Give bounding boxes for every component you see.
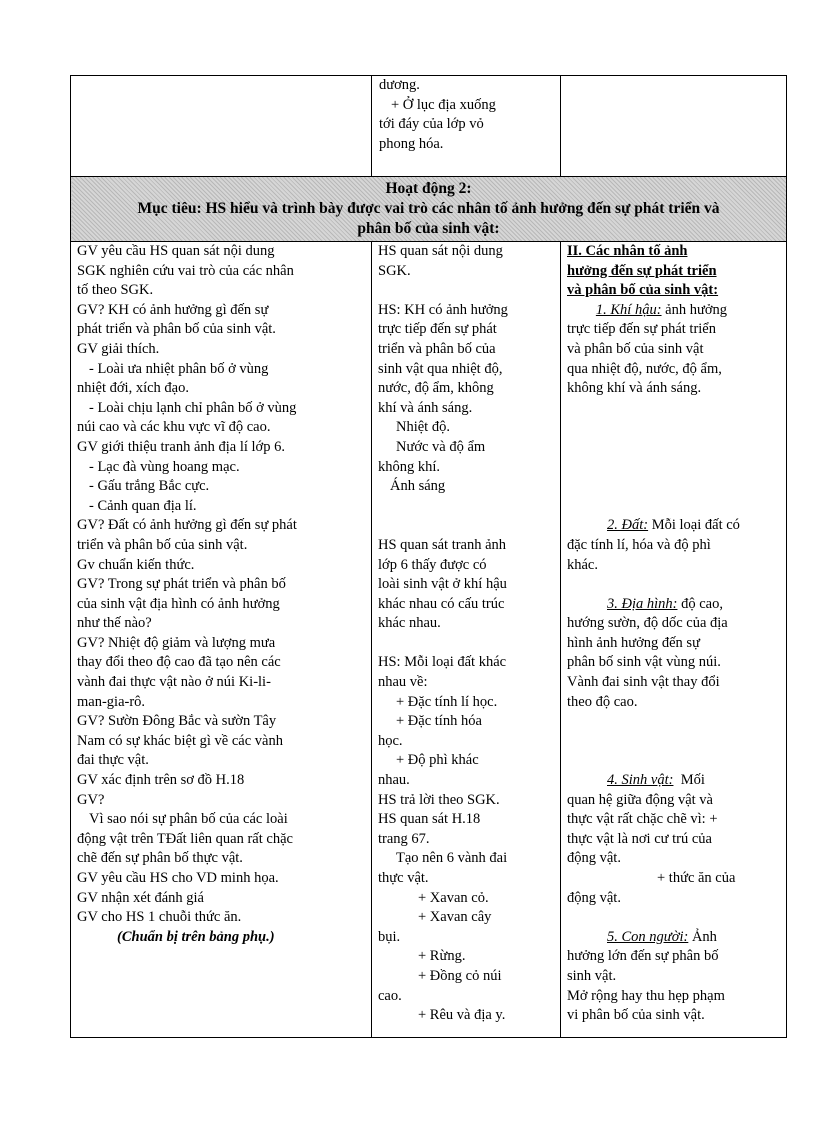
continuation-row — [71, 76, 787, 177]
text-line: Ảnh — [691, 928, 717, 945]
text-line: GV? Nhiệt độ giảm và lượng mưa — [77, 634, 276, 651]
text-line: quan hệ giữa động vật và — [567, 791, 713, 808]
text-line: GV giải thích. — [77, 340, 160, 357]
text-line: Vì sao nói sự phân bố của các loài — [89, 811, 288, 828]
text-line: Tạo nên 6 vành đai — [396, 850, 508, 867]
text-line: phân bố sinh vật vùng núi. — [567, 654, 721, 671]
text-line: nhau. — [378, 772, 410, 789]
text-line: khác nhau có cấu trúc — [378, 595, 505, 612]
lesson-content — [561, 242, 787, 1038]
text-line: - Gấu trắng Bắc cực. — [89, 478, 210, 495]
text-line: Mỗi loại đất có — [651, 517, 740, 534]
text-line: tới đáy của lớp vỏ — [379, 116, 484, 133]
text-line: HS quan sát H.18 — [378, 811, 481, 828]
lesson-table — [70, 75, 787, 1038]
text-line: Ánh sáng — [390, 478, 446, 495]
text-line: phát triển và phân bố của sinh vật. — [77, 321, 276, 338]
text-line: GV yêu cầu HS cho VD minh họa. — [77, 870, 279, 886]
text-line: khác nhau. — [378, 615, 441, 632]
text-line: học. — [378, 732, 403, 749]
text-line: và phân bố của sinh vật — [567, 340, 704, 357]
text-line: triển và phân bố của sinh vật. — [77, 536, 248, 553]
text-line: vi phân bố của sinh vật. — [567, 1007, 705, 1024]
text-line: HS trả lời theo SGK. — [378, 791, 500, 808]
text-line: nhau về: — [378, 674, 428, 691]
text-line: + Rừng. — [418, 948, 466, 965]
text-line: Mở rộng hay thu hẹp phạm — [567, 987, 725, 1004]
text-line: Nhiệt độ. — [396, 419, 450, 436]
text-line: động vật. — [567, 850, 621, 867]
text-line: Mối — [680, 772, 705, 789]
text-line: GV? — [77, 791, 105, 808]
text-line: tố theo SGK. — [77, 282, 154, 299]
text-line: - Lạc đà vùng hoang mạc. — [89, 458, 240, 475]
text-line: sinh vật. — [567, 967, 617, 984]
text-line: thay đổi theo độ cao đã tạo nên các — [77, 654, 281, 671]
text-line: độ cao, — [681, 595, 723, 612]
text-line: Nam có sự khác biệt gì về các vành — [77, 732, 283, 749]
text-line: Gv chuẩn kiến thức. — [77, 556, 195, 573]
text-line: không khí và ánh sáng. — [567, 380, 702, 397]
section-title: II. Các nhân tố ảnh — [567, 243, 688, 259]
text-line: sinh vật qua nhiệt độ, — [378, 360, 503, 377]
text-line: man-gia-rô. — [77, 693, 146, 710]
text-line: chẽ đến sự phân bố thực vật. — [77, 850, 243, 867]
text-line: bụi. — [378, 928, 401, 945]
text-line: theo độ cao. — [567, 693, 638, 710]
text-line: GV nhận xét đánh giá — [77, 889, 204, 906]
text-line: núi cao và các khu vực vĩ độ cao. — [77, 419, 271, 436]
lesson-page — [70, 75, 746, 1038]
bio-heading: 4. Sinh vật: — [607, 772, 674, 789]
text-line: GV xác định trên sơ đồ H.18 — [77, 772, 245, 789]
text-line: + Đặc tính lí học. — [396, 693, 498, 710]
text-line: không khí. — [378, 458, 441, 475]
activity-header — [71, 177, 787, 242]
text-line: cao. — [378, 987, 402, 1004]
text-line: - Loài chịu lạnh chỉ phân bố ở vùng — [89, 399, 297, 416]
text-line: + Ở lục địa xuống — [391, 96, 496, 113]
text-line: hướng sườn, độ dốc của địa — [567, 615, 728, 632]
text-line: qua nhiệt độ, nước, độ ẩm, — [567, 360, 722, 377]
human-heading: 5. Con người: — [607, 928, 689, 945]
text-line: Nước và độ ẩm — [396, 438, 486, 455]
text-line: + Độ phì khác — [396, 752, 479, 769]
text-line: trang 67. — [378, 830, 430, 847]
text-line: GV? KH có ảnh hưởng gì đến sự — [77, 301, 269, 318]
text-line: đai thực vật. — [77, 752, 149, 769]
text-line: GV? Sườn Đông Bắc và sườn Tây — [77, 713, 277, 730]
section-title: và phân bố của sinh vật: — [567, 282, 719, 299]
text-line: + Rêu và địa y. — [418, 1007, 506, 1024]
text-line: khí và ánh sáng. — [378, 399, 473, 416]
text-line: HS: Mỗi loại đất khác — [378, 654, 507, 671]
text-line: lớp 6 thấy được có — [378, 556, 487, 573]
text-line: hình ảnh hưởng đến sự — [567, 634, 700, 651]
text-line: của sinh vật địa hình có ảnh hưởng — [77, 595, 280, 612]
section-title: hưởng đến sự phát triển — [567, 262, 717, 279]
student-cell-top — [372, 76, 561, 177]
text-line: Vành đai sinh vật thay đổi — [567, 674, 720, 691]
text-line: - Cảnh quan địa lí. — [89, 497, 197, 514]
text-line: loài sinh vật ở khí hậu — [378, 576, 507, 593]
text-line: GV yêu cầu HS quan sát nội dung — [77, 243, 275, 259]
text-line: hưởng lớn đến sự phân bố — [567, 948, 719, 965]
text-line: thực vật rất chặc chẽ vì: + — [567, 811, 718, 828]
text-line: - Loài ưa nhiệt phân bố ở vùng — [89, 360, 269, 377]
activity-body-row — [71, 242, 787, 1038]
soil-heading: 2. Đất: — [607, 517, 649, 534]
terrain-heading: 3. Địa hình: — [607, 595, 678, 612]
text-line: nước, độ ẩm, không — [378, 380, 494, 397]
activity-objective: Mục tiêu: HS hiểu và trình bày được vai trò các nhân tố ảnh hưởng đến sự phát triển và — [137, 200, 720, 217]
text-line: trực tiếp đến sự phát — [378, 321, 497, 338]
teacher-cell-top — [71, 76, 372, 177]
text-line: SGK. — [378, 262, 411, 279]
text-line: thực vật. — [378, 870, 429, 886]
text-line: khác. — [567, 556, 598, 573]
text-line: SGK nghiên cứu vai trò của các nhân — [77, 262, 294, 279]
student-activities — [372, 242, 561, 1038]
activity-objective-cont: phân bố của sinh vật: — [357, 220, 500, 237]
text-line: + Đặc tính hóa — [396, 713, 482, 730]
text-line: GV? Đất có ảnh hưởng gì đến sự phát — [77, 517, 297, 534]
text-line: GV? Trong sự phát triển và phân bố — [77, 576, 286, 593]
text-line: dương. — [379, 77, 420, 93]
text-line: thực vật là nơi cư trú của — [567, 830, 712, 847]
text-line-note: (Chuẩn bị trên bảng phụ.) — [117, 928, 275, 945]
text-line: + thức ăn của — [657, 870, 736, 886]
text-line: vành đai thực vật nào ở núi Ki-li- — [77, 674, 271, 691]
text-line: HS quan sát nội dung — [378, 243, 503, 259]
text-line: + Đồng cỏ núi — [418, 967, 502, 984]
text-line: phong hóa. — [379, 135, 444, 152]
text-line: trực tiếp đến sự phát triển — [567, 321, 716, 338]
text-line: HS: KH có ảnh hưởng — [378, 301, 508, 318]
content-cell-top — [561, 76, 787, 177]
text-line: đặc tính lí, hóa và độ phì — [567, 536, 711, 553]
text-line: nhiệt đới, xích đạo. — [77, 380, 189, 397]
text-line: ảnh hưởng — [665, 301, 727, 318]
text-line: + Xavan cỏ. — [418, 889, 489, 906]
text-line: động vật trên TĐất liên quan rất chặc — [77, 830, 293, 847]
activity-title: Hoạt động 2: — [385, 180, 472, 197]
text-line: triển và phân bố của — [378, 340, 496, 357]
climate-heading: 1. Khí hậu: — [595, 301, 662, 318]
text-line: HS quan sát tranh ảnh — [378, 536, 507, 553]
text-line: động vật. — [567, 889, 621, 906]
text-line: như thế nào? — [77, 615, 152, 632]
teacher-activities — [71, 242, 372, 1038]
text-line: + Xavan cây — [418, 909, 492, 926]
text-line: GV giới thiệu tranh ảnh địa lí lớp 6. — [77, 438, 285, 455]
activity-header-row — [71, 177, 787, 242]
text-line: GV cho HS 1 chuỗi thức ăn. — [77, 909, 242, 926]
